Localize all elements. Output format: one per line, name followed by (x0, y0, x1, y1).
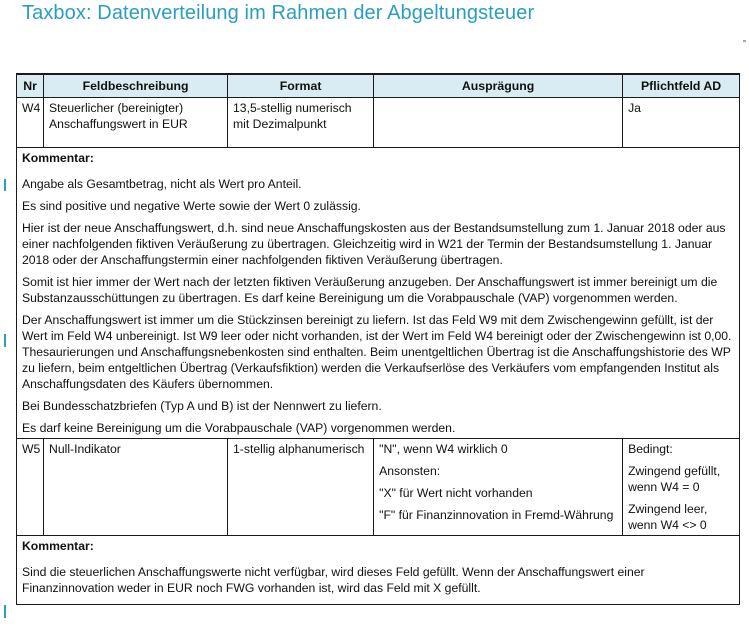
header-nr: Nr (17, 74, 44, 98)
header-auspraegung: Ausprägung (374, 74, 623, 98)
comment-label: Kommentar: (22, 539, 94, 553)
change-bar (4, 179, 6, 191)
comment-cell (17, 148, 740, 439)
change-bar (4, 334, 6, 347)
comment-paragraph: Hier ist der neue Anschaffungswert, d.h. sind neue Anschaffungskosten aus der Bestandsumstellung zum 1. Januar 2018 oder aus einer nachfolgenden fiktiven Veräußerung zu übertragen. Gleichzeitig wird in W21 der Termin der Bestandsumstellung 1. Januar 2018 oder der Anschaffungstermin einer nachfolgenden fiktiven Veräußerung übertragen. (22, 221, 726, 267)
cell-feldbeschreibung: Null-Indikator (44, 439, 228, 536)
comment-row (17, 148, 740, 439)
table-row (17, 98, 740, 148)
pflicht-line: Zwingend leer, wenn W4 <> 0 (628, 502, 708, 532)
cell-format: 13,5-stellig numerisch mit Dezimalpunkt (228, 98, 374, 148)
comment-paragraph: Sind die steuerlichen Anschaffungswerte nicht verfügbar, wird dieses Feld gefüllt. Wenn der Anschaffungswert einer Finanzinnovation weder in EUR noch FWG vorhanden ist, wird das Feld mit X gefüllt. (22, 565, 645, 595)
comment-paragraph: Es darf keine Bereinigung um die Vorabpauschale (VAP) vorgenommen werden. (22, 421, 456, 435)
pflicht-line: Bedingt: (628, 442, 673, 456)
scrollbar-thumb[interactable] (743, 40, 746, 42)
cell-pflichtfeld: Ja (623, 98, 740, 148)
data-field-table (16, 73, 740, 605)
comment-label: Kommentar: (22, 151, 94, 165)
comment-paragraph: Angabe als Gesamtbetrag, nicht als Wert pro Anteil. (22, 177, 302, 191)
header-feldbeschreibung: Feldbeschreibung (44, 74, 228, 98)
cell-format: 1-stellig alphanumerisch (228, 439, 374, 536)
pflicht-line: Zwingend gefüllt, wenn W4 = 0 (628, 464, 721, 494)
comment-paragraph: Der Anschaffungswert ist immer um die Stückzinsen bereinigt zu liefern. Ist das Feld W9 mit dem Zwischengewinn gefüllt, ist der Wert im Feld W4 unbereinigt. Ist W9 leer oder nicht vorhanden, ist der Wert im Feld W4 bereinigt oder der Zwischengewinn ist 0,00. (22, 313, 732, 343)
cell-auspraegung (374, 98, 623, 148)
table-header-row (17, 74, 740, 98)
auspraegung-line: "N", wenn W4 wirklich 0 (379, 442, 508, 456)
cell-nr: W5 (17, 439, 44, 536)
header-format: Format (228, 74, 374, 98)
comment-paragraph: Es sind positive und negative Werte sowie der Wert 0 zulässig. (22, 199, 361, 213)
comment-cell (17, 536, 740, 605)
cell-pflichtfeld (623, 439, 740, 536)
auspraegung-line: "X" für Wert nicht vorhanden (379, 486, 533, 500)
comment-paragraph: Thesaurierungen und Anschaffungsnebenkosten sind enthalten. Beim unentgeltlichen Übertrag ist die Anschaffungshistorie des WP zu liefern, beim entgeltlichen Übertrag (Verkaufsfiktion) werden die Verkaufserlöse des Verkäufers vom empfangenden Institut als Anschaffungsdaten des Käufers übernommen. (22, 345, 731, 391)
comment-row (17, 536, 740, 605)
page-title: Taxbox: Datenverteilung im Rahmen der Abgeltungsteuer (22, 2, 535, 24)
table-row (17, 439, 740, 536)
change-bar (4, 605, 6, 618)
auspraegung-line: "F" für Finanzinnovation in Fremd-Währung (379, 508, 614, 522)
scrollbar-track[interactable] (740, 0, 749, 641)
auspraegung-line: Ansonsten: (379, 464, 441, 478)
comment-paragraph: Somit ist hier immer der Wert nach der letzten fiktiven Veräußerung anzugeben. Der Anschaffungswert ist immer bereinigt um die Substanzausschüttungen zu übertragen. Es darf keine Bereinigung um die Vorabpauschale (VAP) vorgenommen werden. (22, 275, 718, 305)
cell-feldbeschreibung: Steuerlicher (bereinigter) Anschaffungswert in EUR (44, 98, 228, 148)
cell-auspraegung (374, 439, 623, 536)
comment-paragraph: Bei Bundesschatzbriefen (Typ A und B) ist der Nennwert zu liefern. (22, 399, 382, 413)
cell-nr: W4 (17, 98, 44, 148)
header-pflichtfeld: Pflichtfeld AD (623, 74, 740, 98)
